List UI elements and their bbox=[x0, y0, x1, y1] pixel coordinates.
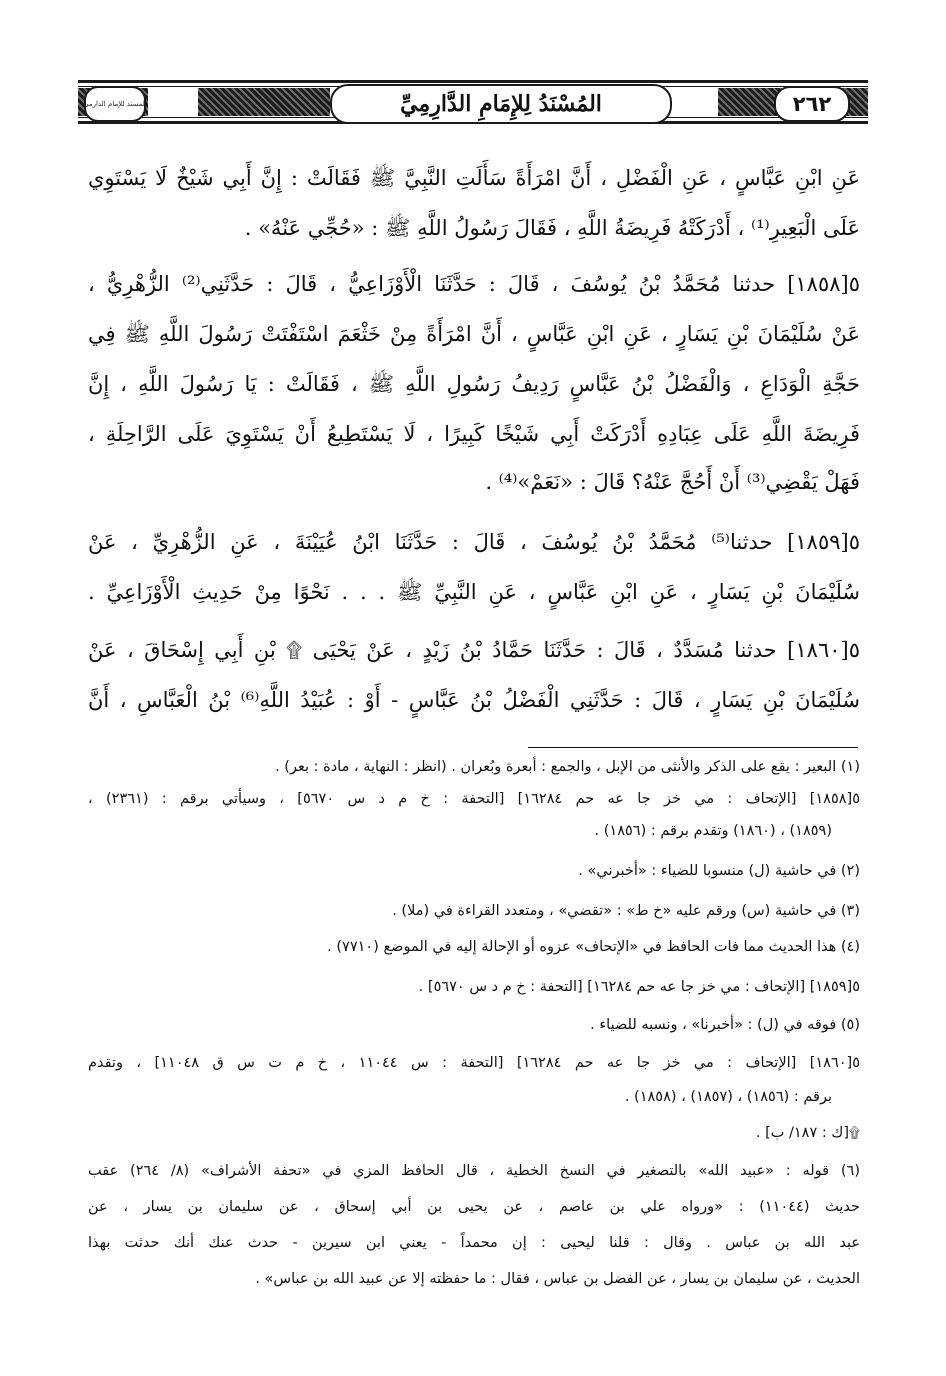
hadith-1860-line: ٥[١٨٦٠] حدثنا مُسَدَّدٌ ، قَالَ : حَدَّثَنَا حَمَّادُ بْنُ زَيْدٍ ، عَنْ يَحْيَى ۩ بْنِ أَبِي إِسْحَاقَ ، عَنْ bbox=[88, 638, 860, 662]
book-emblem-logo: المسند للإمام الدارمي bbox=[84, 86, 146, 122]
footnote: (٢) في حاشية (ل) منسوبا للضياء : «أخبرني» . bbox=[578, 863, 860, 879]
header-ornament bbox=[198, 88, 330, 116]
footnote: (١) البعير : يقع على الذكر والأنثى من الإبل ، والجمع : أبعرة وبُعران . (انظر : النهاية ، مادة : بعر) . bbox=[275, 759, 860, 775]
footnote: برقم : (١٨٥٦) ، (١٨٥٧) ، (١٨٥٨) . bbox=[624, 1089, 832, 1105]
body-line: عَنِ ابْنِ عَبَّاسٍ ، عَنِ الْفَضْلِ ، أَنَّ امْرَأَةً سَأَلَتِ النَّبِيَّ ﷺ فَقَالَتْ : إِنَّ أَبِي شَيْخٌ لَا يَسْتَوِي bbox=[88, 166, 860, 190]
running-title: المُسْنَدُ لِلإِمَامِ الدَّارِمِيِّ bbox=[330, 84, 672, 124]
page-number: ٢٦٢ bbox=[774, 86, 850, 122]
footnote: ٥[١٨٥٩] [الإتحاف : مي خز جا عه حم ١٦٢٨٤] [التحفة : خ م د س ٥٦٧٠] . bbox=[418, 979, 860, 995]
footnote: حديث (١١٠٤٤) : «ورواه علي بن عاصم ، عن يحيى بن أبي إسحاق ، عن سليمان بن يسار ، عن bbox=[88, 1199, 860, 1215]
footnote: ٥[١٨٥٨] [الإتحاف : مي خز جا عه حم ١٦٢٨٤] [التحفة : خ م د س ٥٦٧٠] ، وسيأتي برقم : (٢٣٦١) ، bbox=[88, 791, 860, 807]
header-rule bbox=[78, 80, 868, 83]
body-line: سُلَيْمَانَ بْنِ يَسَارٍ ، عَنِ ابْنِ عَبَّاسٍ ، عَنِ النَّبِيِّ ﷺ . . . نَحْوًا مِنْ حَدِيثِ الْأَوْزَاعِيِّ . bbox=[88, 580, 860, 604]
body-line: عَلَى الْبَعِيرِ⁽¹⁾ ، أَدْرَكَتْهُ فَرِيضَةُ اللَّهِ ، فَقَالَ رَسُولُ اللَّهِ ﷺ : «حُجِّي عَنْهُ» . bbox=[244, 216, 860, 240]
footnote: ٥[١٨٦٠] [الإتحاف : مي خز جا عه حم ١٦٢٨٤] [التحفة : س ١١٠٤٤ ، خ م ت س ق ١١٠٤٨] ، وتقدم bbox=[88, 1055, 860, 1071]
footnote: الحديث ، عن سليمان بن يسار ، عن الفضل بن عباس ، فقال : ما حفظته إلا عن عبيد الله بن عباس» . bbox=[255, 1271, 860, 1287]
footnote: (١٨٥٩) ، (١٨٦٠) وتقدم برقم : (١٨٥٦) . bbox=[594, 823, 832, 839]
body-line: حَجَّةِ الْوَدَاعِ ، وَالْفَضْلُ بْنُ عَبَّاسٍ رَدِيفُ رَسُولِ اللَّهِ ﷺ ، فَقَالَتْ : يَا رَسُولَ اللَّهِ ، إِنَّ bbox=[88, 372, 860, 396]
body-line: عَنْ سُلَيْمَانَ بْنِ يَسَارٍ ، عَنِ ابْنِ عَبَّاسٍ ، أَنَّ امْرَأَةً مِنْ خَثْعَمَ اسْتَفْتَتْ رَسُولَ اللَّهِ ﷺ فِي bbox=[88, 322, 860, 346]
footnote: عبد الله بن عباس . وقال : قلنا ليحيى : إن محمداً - يعني ابن سيرين - حدث عنك أنك حدثت بهذا bbox=[88, 1235, 860, 1251]
hadith-1858-line: ٥[١٨٥٨] حدثنا مُحَمَّدُ بْنُ يُوسُفَ ، قَالَ : حَدَّثَنَا الْأَوْزَاعِيُّ ، قَالَ : حَدَّثَنِي⁽²⁾ الزُّهْرِيُّ ، bbox=[88, 272, 860, 296]
footnote: (٤) هذا الحديث مما فات الحافظ في «الإتحاف» عزوه أو الإحالة إليه في الموضع (٧٧١٠) . bbox=[327, 939, 860, 955]
body-line: فَهَلْ يَقْضِي⁽³⁾ أَنْ أَحُجَّ عَنْهُ؟ قَالَ : «نَعَمْ»⁽⁴⁾ . bbox=[485, 470, 860, 494]
hadith-1859-line: ٥[١٨٥٩] حدثنا⁽⁵⁾ مُحَمَّدُ بْنُ يُوسُفَ ، قَالَ : حَدَّثَنَا ابْنُ عُيَيْنَةَ ، عَنِ الزُّهْرِيِّ ، عَنْ bbox=[88, 530, 860, 554]
footnote-separator bbox=[528, 747, 858, 748]
body-line: فَرِيضَةَ اللَّهِ عَلَى عِبَادِهِ أَدْرَكَتْ أَبِي شَيْخًا كَبِيرًا ، لَا يَسْتَطِيعُ أَنْ يَسْتَوِيَ عَلَى الرَّاحِلَةِ ، bbox=[88, 422, 860, 446]
footnote: (٣) في حاشية (س) ورقم عليه «خ ط» : «تقضي» ، ومتعدد القراءة في (ملا) . bbox=[392, 903, 860, 919]
body-line: سُلَيْمَانَ بْنِ يَسَارٍ ، قَالَ : حَدَّثَنِي الْفَضْلُ بْنُ عَبَّاسٍ - أَوْ : عُبَيْدُ اللَّهِ⁽⁶⁾ بْنُ الْعَبَّاسِ ، أَنَّ bbox=[88, 688, 860, 712]
page-header bbox=[78, 78, 868, 126]
footnote: (٦) قوله : «عبيد الله» بالتصغير في النسخ الخطية ، قال الحافظ المزي في «تحفة الأشراف» (٨/ ٢٦٤) عقب bbox=[88, 1163, 860, 1179]
manuscript-folio-note: ۩[ك : ١٨٧/ ب] . bbox=[755, 1125, 860, 1141]
footnote: (٥) فوقه في (ل) : «أخبرنا» ، ونسبه للضياء . bbox=[590, 1017, 860, 1033]
